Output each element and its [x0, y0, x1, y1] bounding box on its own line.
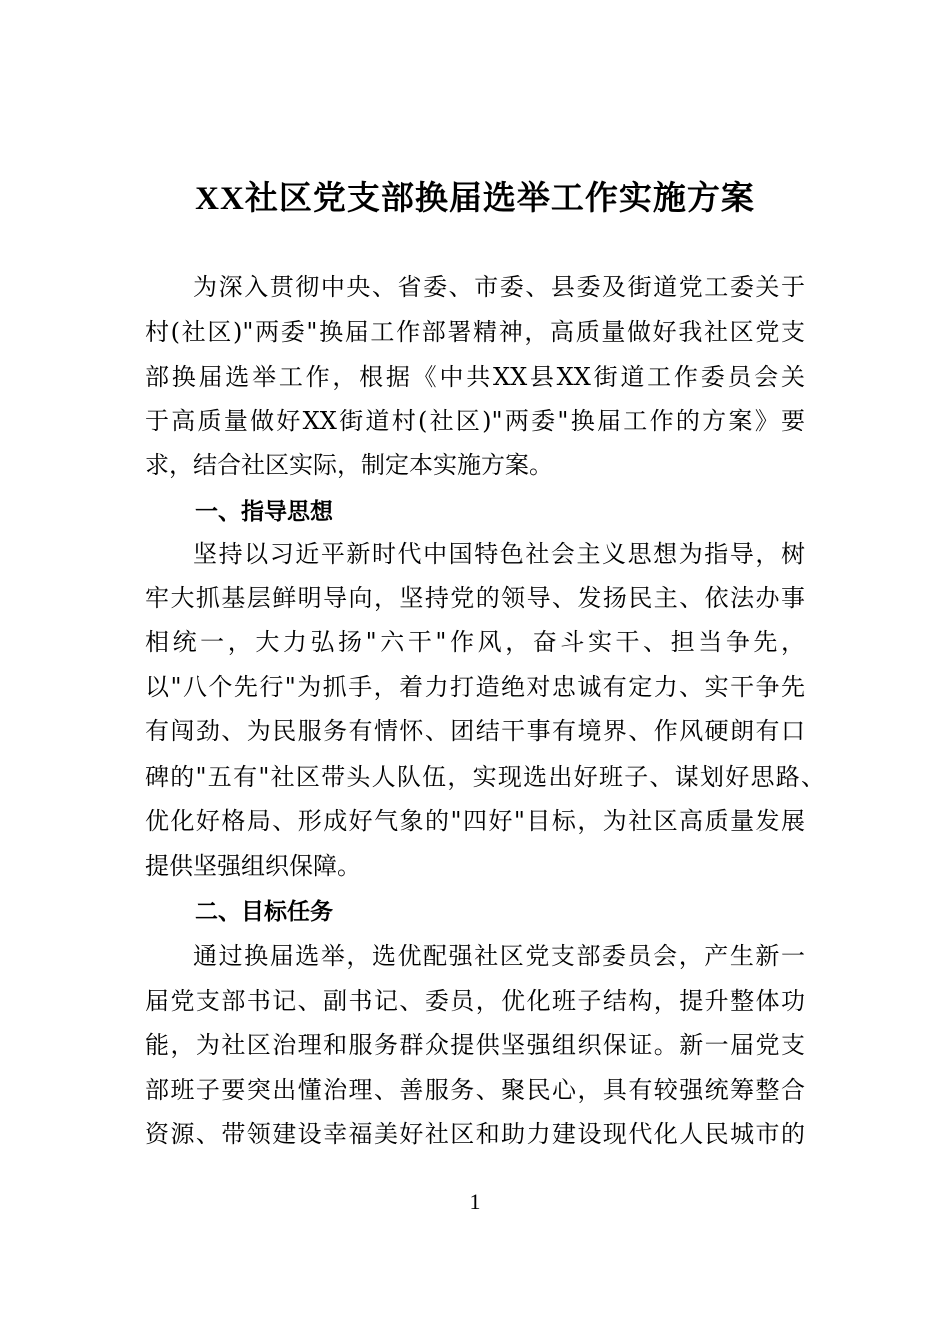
paragraph-line: 通过换届选举，选优配强社区党支部委员会，产生新一	[193, 942, 805, 970]
paragraph-line: 坚持以习近平新时代中国特色社会主义思想为指导，树	[193, 540, 805, 568]
paragraph-line: 提供坚强组织保障。	[145, 852, 361, 880]
paragraph-line: 部换届选举工作，根据《中共XX县XX街道工作委员会关	[145, 363, 805, 391]
paragraph-line: 于高质量做好XX街道村(社区)"两委"换届工作的方案》要	[145, 407, 805, 435]
document-title: XX社区党支部换届选举工作实施方案	[195, 181, 755, 217]
paragraph-line: 碑的"五有"社区带头人队伍，实现选出好班子、谋划好思路、	[145, 763, 825, 791]
section-heading: 一、指导思想	[195, 499, 333, 525]
paragraph-line: 求，结合社区实际，制定本实施方案。	[145, 451, 553, 479]
paragraph-line: 为深入贯彻中央、省委、市委、县委及街道党工委关于	[193, 273, 805, 301]
paragraph-line: 以"八个先行"为抓手，着力打造绝对忠诚有定力、实干争先	[145, 673, 805, 701]
paragraph-line: 村(社区)"两委"换届工作部署精神，高质量做好我社区党支	[145, 318, 805, 346]
paragraph-line: 有闯劲、为民服务有情怀、团结干事有境界、作风硬朗有口	[145, 717, 805, 745]
paragraph-line: 相统一，大力弘扬"六干"作风，奋斗实干、担当争先，	[145, 628, 805, 656]
paragraph-line: 部班子要突出懂治理、善服务、聚民心，具有较强统筹整合	[145, 1076, 805, 1104]
paragraph-line: 牢大抓基层鲜明导向，坚持党的领导、发扬民主、依法办事	[145, 584, 805, 612]
page-number: 1	[469, 1189, 481, 1214]
paragraph-line: 优化好格局、形成好气象的"四好"目标，为社区高质量发展	[145, 807, 805, 835]
paragraph-line: 届党支部书记、副书记、委员，优化班子结构，提升整体功	[145, 987, 805, 1015]
section-heading: 二、目标任务	[195, 899, 333, 925]
paragraph-line: 资源、带领建设幸福美好社区和助力建设现代化人民城市的	[145, 1120, 805, 1148]
paragraph-line: 能，为社区治理和服务群众提供坚强组织保证。新一届党支	[145, 1031, 805, 1059]
